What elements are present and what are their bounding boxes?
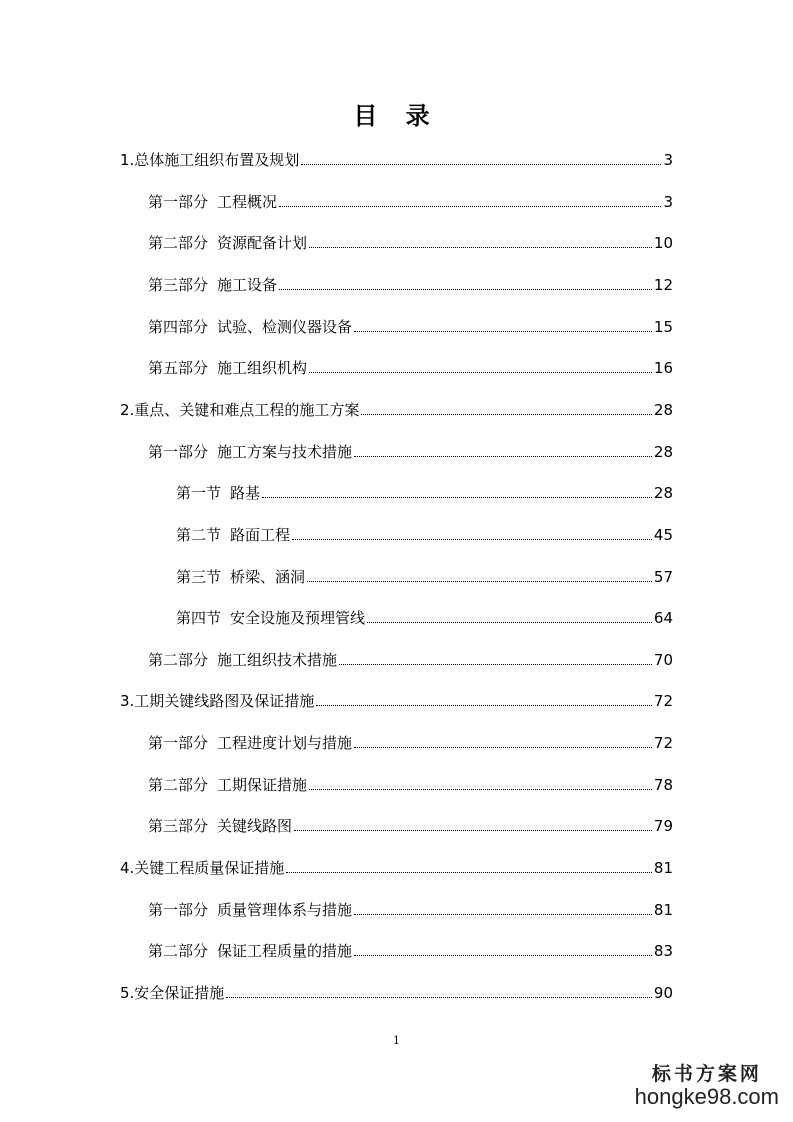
toc-entry-page: 12	[653, 276, 673, 294]
toc-entry-page: 15	[653, 318, 673, 336]
toc-entry-page: 3	[663, 151, 673, 169]
toc-entry-level1	[120, 690, 673, 712]
toc-entry-label	[176, 524, 290, 546]
toc-entry-label	[148, 774, 307, 796]
toc-entry-text: 桥梁、涵洞	[230, 568, 306, 586]
toc-entry-label	[176, 482, 260, 504]
toc-entry-text: 施工组织技术措施	[217, 651, 338, 669]
toc-dot-leader	[262, 497, 652, 498]
toc-entry-part: 第二部分	[148, 234, 209, 252]
toc-dot-leader	[316, 705, 652, 706]
toc-entry-label	[120, 857, 284, 879]
toc-entry-level1	[120, 982, 673, 1004]
toc-dot-leader	[292, 539, 652, 540]
toc-entry-level3	[176, 566, 673, 588]
toc-entry-text: 质量管理体系与措施	[217, 901, 353, 919]
toc-entry-label	[120, 399, 359, 421]
toc-entry-part: 第四节	[176, 609, 222, 627]
toc-entry-level1	[120, 399, 673, 421]
toc-entry-page: 70	[653, 651, 673, 669]
toc-entry-page: 28	[653, 401, 673, 419]
toc-entry-part: 第三部分	[148, 276, 209, 294]
toc-entry-label	[148, 191, 277, 213]
page-number: 1	[393, 1034, 400, 1047]
toc-entry-part: 第二节	[176, 526, 222, 544]
toc-dot-leader	[309, 372, 652, 373]
toc-entry-page: 57	[653, 568, 673, 586]
watermark-line1: 标书方案网	[651, 1063, 762, 1085]
toc-entry-label	[148, 732, 352, 754]
toc-entry-label	[148, 316, 352, 338]
toc-entry-page: 28	[653, 484, 673, 502]
toc-entry-level2	[148, 649, 673, 671]
toc-entry-label	[148, 815, 292, 837]
toc-dot-leader	[309, 789, 652, 790]
toc-dot-leader	[354, 914, 652, 915]
watermark-line2: hongke98.com	[634, 1084, 779, 1109]
toc-entry-page: 10	[653, 234, 673, 252]
toc-entry-text: 安全设施及预埋管线	[230, 609, 366, 627]
toc-entry-part: 第一节	[176, 484, 222, 502]
toc-entry-label	[120, 690, 314, 712]
toc-entry-part: 第一部分	[148, 193, 209, 211]
toc-entry-level3	[176, 607, 673, 629]
toc-entry-part: 第一部分	[148, 901, 209, 919]
toc-entry-label	[148, 274, 277, 296]
toc-entry-label	[148, 649, 337, 671]
toc-entry-level2	[148, 940, 673, 962]
toc-entry-page: 81	[653, 901, 673, 919]
toc-entry-page: 81	[653, 859, 673, 877]
toc-entry-text: 2.重点、关键和难点工程的施工方案	[120, 401, 360, 419]
toc-entry-part: 第二部分	[148, 651, 209, 669]
toc-entry-part: 第三部分	[148, 817, 209, 835]
toc-entry-page: 28	[653, 443, 673, 461]
toc-entry-text: 4.关键工程质量保证措施	[120, 859, 285, 877]
toc-entry-label	[176, 566, 305, 588]
toc-entry-text: 路基	[230, 484, 261, 502]
toc-entry-page: 16	[653, 359, 673, 377]
toc-entry-page: 72	[653, 734, 673, 752]
toc-entry-label	[148, 357, 307, 379]
toc-entry-text: 工程概况	[217, 193, 278, 211]
toc-entry-text: 1.总体施工组织布置及规划	[120, 151, 300, 169]
toc-entry-label	[176, 607, 365, 629]
toc-title: 目 录	[353, 101, 440, 130]
toc-entry-label	[148, 232, 307, 254]
toc-entry-page: 3	[663, 193, 673, 211]
toc-dot-leader	[339, 664, 652, 665]
toc-entry-page: 83	[653, 942, 673, 960]
toc-dot-leader	[286, 872, 652, 873]
toc-entry-text: 路面工程	[230, 526, 291, 544]
toc-entry-page: 79	[653, 817, 673, 835]
toc-entry-level1	[120, 149, 673, 171]
toc-dot-leader	[354, 955, 652, 956]
toc-entry-page: 45	[653, 526, 673, 544]
toc-entry-text: 5.安全保证措施	[120, 984, 225, 1002]
toc-entry-text: 保证工程质量的措施	[217, 942, 353, 960]
toc-entry-level2	[148, 732, 673, 754]
toc-entry-label	[148, 940, 352, 962]
toc-entry-level3	[176, 482, 673, 504]
toc-entry-part: 第五部分	[148, 359, 209, 377]
toc-dot-leader	[294, 830, 652, 831]
toc-entry-part: 第三节	[176, 568, 222, 586]
toc-entry-level2	[148, 316, 673, 338]
toc-entry-text: 关键线路图	[217, 817, 293, 835]
toc-dot-leader	[301, 164, 661, 165]
toc-entry-level2	[148, 774, 673, 796]
toc-entry-text: 资源配备计划	[217, 234, 308, 252]
toc-dot-leader	[354, 331, 652, 332]
toc-entry-level2	[148, 441, 673, 463]
toc-entry-part: 第一部分	[148, 734, 209, 752]
toc-dot-leader	[354, 456, 652, 457]
toc-entry-level2	[148, 899, 673, 921]
toc-entry-page: 78	[653, 776, 673, 794]
toc-dot-leader	[367, 622, 652, 623]
toc-entry-part: 第四部分	[148, 318, 209, 336]
toc-entry-label	[148, 899, 352, 921]
toc-entry-level2	[148, 232, 673, 254]
toc-entry-page: 90	[653, 984, 673, 1002]
toc-dot-leader	[226, 997, 652, 998]
toc-dot-leader	[279, 206, 661, 207]
toc-entry-part: 第一部分	[148, 443, 209, 461]
toc-entry-label	[120, 149, 299, 171]
toc-entry-part: 第二部分	[148, 942, 209, 960]
toc-entry-level1	[120, 857, 673, 879]
toc-entry-text: 施工设备	[217, 276, 278, 294]
toc-dot-leader	[279, 289, 652, 290]
toc-entry-page: 72	[653, 692, 673, 710]
toc-entry-level2	[148, 357, 673, 379]
toc-dot-leader	[361, 414, 652, 415]
toc-dot-leader	[309, 247, 652, 248]
toc-entry-text: 3.工期关键线路图及保证措施	[120, 692, 315, 710]
toc-entry-part: 第二部分	[148, 776, 209, 794]
toc-entry-text: 施工组织机构	[217, 359, 308, 377]
toc-dot-leader	[354, 747, 652, 748]
watermark-logo	[635, 1059, 779, 1110]
toc-entry-level3	[176, 524, 673, 546]
toc-entry-text: 试验、检测仪器设备	[217, 318, 353, 336]
toc-entry-level2	[148, 191, 673, 213]
toc-entry-level2	[148, 815, 673, 837]
toc-entry-text: 工期保证措施	[217, 776, 308, 794]
toc-entry-level2	[148, 274, 673, 296]
toc-entry-label	[148, 441, 352, 463]
toc-entry-label	[120, 982, 224, 1004]
toc-dot-leader	[307, 581, 652, 582]
toc-entry-text: 工程进度计划与措施	[217, 734, 353, 752]
toc-entry-page: 64	[653, 609, 673, 627]
toc-entry-text: 施工方案与技术措施	[217, 443, 353, 461]
